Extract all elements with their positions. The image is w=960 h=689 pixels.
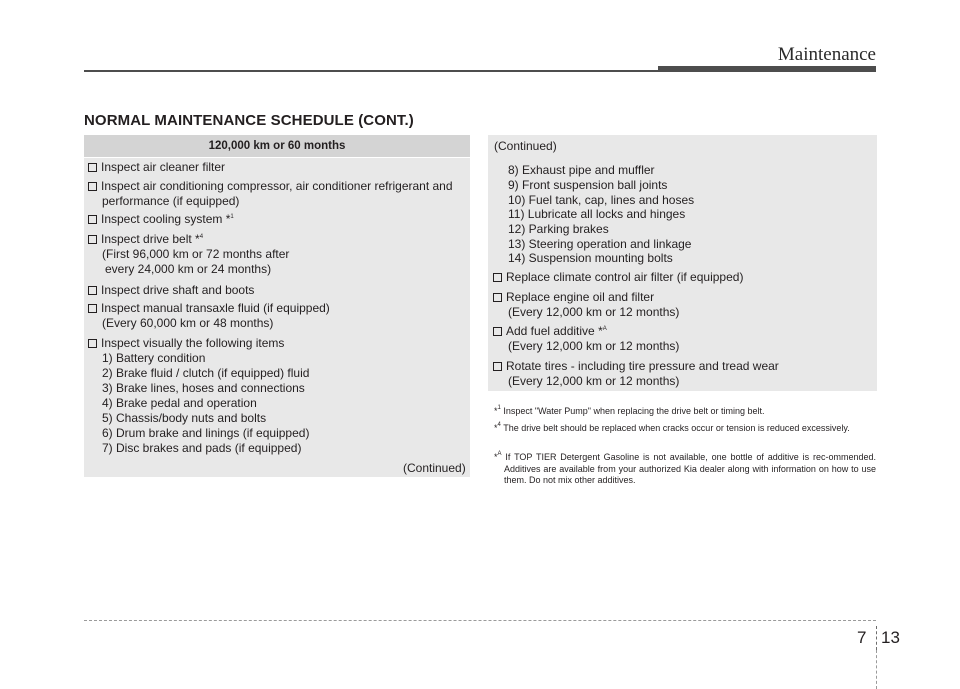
checkbox-icon xyxy=(493,273,502,282)
sub-item: 13) Steering operation and linkage xyxy=(508,237,692,251)
sub-item: 9) Front suspension ball joints xyxy=(508,178,668,192)
chapter-number: 7 xyxy=(857,628,867,647)
continued-heading: (Continued) xyxy=(494,139,557,153)
list-item: Rotate tires - including tire pressure and tread wear xyxy=(493,359,779,374)
sub-item: 5) Chassis/body nuts and bolts xyxy=(102,411,267,425)
list-item: Inspect air conditioning compressor, air conditioner refrigerant and xyxy=(88,179,453,194)
sub-item: 11) Lubricate all locks and hinges xyxy=(508,207,686,221)
header-rule-accent xyxy=(658,66,876,72)
list-item-detail: (First 96,000 km or 72 months after xyxy=(102,247,290,261)
sub-item: 6) Drum brake and linings (if equipped) xyxy=(102,426,310,440)
sub-item: 1) Battery condition xyxy=(102,351,206,365)
footnote: *$^A$ If TOP TIER Detergent Gasoline is not available, one bottle of additive is rec-ommended. Additives are available from your authorized Kia dealer along with information on how to use them. Do not mix other additives. xyxy=(494,451,876,485)
sub-item: 2) Brake fluid / clutch (if equipped) fluid xyxy=(102,366,310,380)
continued-note: (Continued) xyxy=(403,461,466,475)
list-item-detail: (Every 12,000 km or 12 months) xyxy=(508,339,680,353)
sub-item: 14) Suspension mounting bolts xyxy=(508,251,673,265)
list-item: Inspect drive belt *$^4$ xyxy=(88,232,203,247)
checkbox-icon xyxy=(493,327,502,336)
list-item-detail: (Every 12,000 km or 12 months) xyxy=(508,305,680,319)
sub-item: 10) Fuel tank, cap, lines and hoses xyxy=(508,193,695,207)
sub-item: 7) Disc brakes and pads (if equipped) xyxy=(102,441,302,455)
list-item-continuation: performance (if equipped) xyxy=(102,194,240,208)
header-rule xyxy=(84,70,660,72)
checkbox-icon xyxy=(493,362,502,371)
checkbox-icon xyxy=(88,304,97,313)
sub-item: 3) Brake lines, hoses and connections xyxy=(102,381,305,395)
sub-item: 12) Parking brakes xyxy=(508,222,609,236)
footnote-mark: 1 xyxy=(230,214,234,220)
checkbox-icon xyxy=(88,235,97,244)
heading-divider xyxy=(84,157,470,158)
page-title: NORMAL MAINTENANCE SCHEDULE (CONT.) xyxy=(84,112,414,129)
list-item: Inspect manual transaxle fluid (if equipped) xyxy=(88,301,330,316)
list-item-detail: every 24,000 km or 24 months) xyxy=(105,262,272,276)
checkbox-icon xyxy=(88,339,97,348)
list-item: Inspect visually the following items xyxy=(88,336,284,351)
list-item: Replace engine oil and filter xyxy=(493,290,654,305)
footnote-mark: 4 xyxy=(199,234,204,240)
list-item: Add fuel additive *$^A$ xyxy=(493,324,607,339)
list-item: Inspect cooling system *$^1$ xyxy=(88,212,234,227)
list-item: Inspect drive shaft and boots xyxy=(88,283,254,298)
page-number-divider xyxy=(876,626,877,650)
list-item-detail: (Every 60,000 km or 48 months) xyxy=(102,316,274,330)
schedule-interval-heading: 120,000 km or 60 months xyxy=(84,135,470,157)
footnote-mark: A xyxy=(602,326,607,332)
checkbox-icon xyxy=(88,215,97,224)
page-number: 13 xyxy=(881,628,900,647)
footer-vertical-rule xyxy=(876,650,877,689)
list-item: Inspect air cleaner filter xyxy=(88,160,225,175)
section-name: Maintenance xyxy=(777,44,876,65)
checkbox-icon xyxy=(88,286,97,295)
list-item: Replace climate control air filter (if equipped) xyxy=(493,270,743,285)
checkbox-icon xyxy=(88,163,97,172)
footer-dashed-rule xyxy=(84,620,876,621)
checkbox-icon xyxy=(88,182,97,191)
checkbox-icon xyxy=(493,293,502,302)
sub-item: 8) Exhaust pipe and muffler xyxy=(508,163,655,177)
sub-item: 4) Brake pedal and operation xyxy=(102,396,257,410)
list-item-detail: (Every 12,000 km or 12 months) xyxy=(508,374,680,388)
footnote: *$^4$ The drive belt should be replaced when cracks occur or tension is reduced excessively. xyxy=(494,422,850,433)
footnote: *$^1$ Inspect "Water Pump" when replacing the drive belt or timing belt. xyxy=(494,405,765,416)
